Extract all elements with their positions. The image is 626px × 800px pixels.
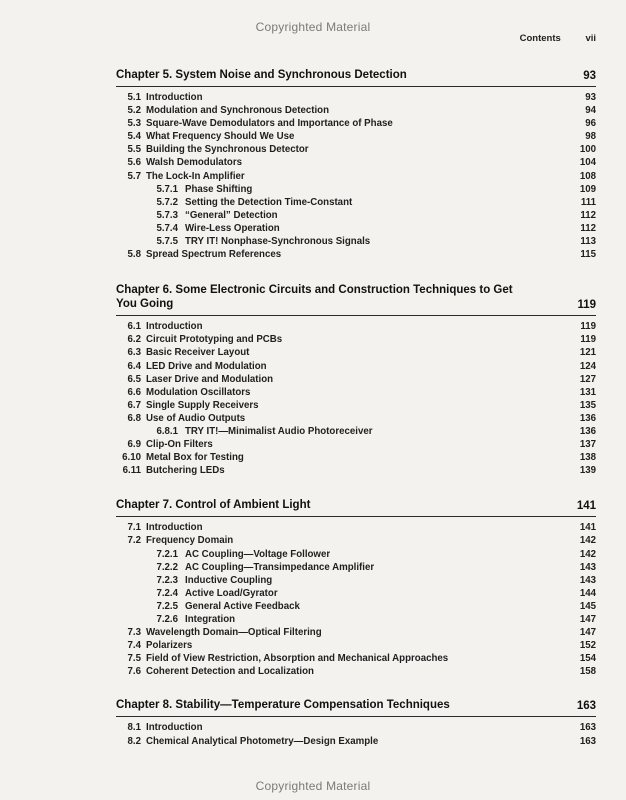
running-head-page-number: vii bbox=[585, 33, 596, 44]
toc-entry-label bbox=[116, 91, 203, 104]
section-number: 5.6 bbox=[127, 157, 141, 169]
section-page-number: 141 bbox=[579, 522, 596, 534]
toc-entry-label bbox=[116, 548, 330, 561]
section-title: AC Coupling—Transimpedance Amplifier bbox=[185, 561, 375, 573]
toc-entry-label bbox=[116, 425, 373, 438]
section-title: LED Drive and Modulation bbox=[146, 360, 267, 372]
section-page-number: 93 bbox=[585, 92, 596, 103]
toc-section-entry[interactable] bbox=[116, 333, 596, 346]
toc-entry-label bbox=[116, 104, 329, 117]
section-page-number: 112 bbox=[580, 209, 596, 221]
chapter-heading[interactable] bbox=[116, 498, 596, 516]
toc-entry-label bbox=[116, 386, 250, 399]
section-page-number: 121 bbox=[579, 347, 596, 359]
toc-entry-label bbox=[116, 613, 235, 626]
section-title: Single Supply Receivers bbox=[146, 399, 259, 411]
chapter-title: Chapter 6. Some Electronic Circuits and Construction Techniques to Get You Going bbox=[116, 284, 513, 311]
section-page-number: 131 bbox=[579, 386, 596, 398]
toc-entry-label bbox=[116, 412, 245, 425]
section-page-number: 127 bbox=[579, 373, 596, 385]
section-number: 5.7.3 bbox=[156, 209, 178, 221]
section-page-number: 100 bbox=[579, 144, 596, 156]
toc-section-entry[interactable] bbox=[116, 464, 596, 477]
section-number: 7.2.2 bbox=[156, 561, 178, 573]
section-page-number: 111 bbox=[580, 196, 596, 208]
section-page-number: 158 bbox=[579, 666, 596, 678]
section-number: 5.7.5 bbox=[156, 236, 178, 248]
chapter-block bbox=[116, 68, 596, 261]
toc-entry-label bbox=[116, 360, 267, 373]
toc-section-entry[interactable] bbox=[116, 143, 596, 156]
section-title: Laser Drive and Modulation bbox=[146, 373, 274, 385]
toc-entry-label bbox=[116, 143, 309, 156]
toc-subsection-entry[interactable] bbox=[116, 561, 596, 574]
section-page-number: 142 bbox=[579, 548, 596, 560]
running-head-title: Contents bbox=[519, 33, 561, 44]
chapter-rule-divider bbox=[116, 86, 596, 87]
toc-entry-label bbox=[116, 574, 272, 587]
section-title: Wire-Less Operation bbox=[185, 222, 280, 234]
toc-entry-label bbox=[116, 721, 203, 734]
section-title: Wavelength Domain—Optical Filtering bbox=[146, 627, 322, 639]
section-title: Frequency Domain bbox=[146, 535, 234, 547]
toc-entry-label bbox=[116, 333, 282, 346]
section-number: 5.7.2 bbox=[156, 196, 178, 208]
section-number: 5.8 bbox=[127, 249, 141, 261]
toc-entry-label bbox=[116, 235, 370, 248]
section-title: Basic Receiver Layout bbox=[146, 347, 250, 359]
toc-subsection-entry[interactable] bbox=[116, 587, 596, 600]
toc-section-entry[interactable] bbox=[116, 665, 596, 678]
chapter-title: Chapter 5. System Noise and Synchronous Detection bbox=[116, 69, 407, 81]
section-number: 7.2 bbox=[127, 535, 141, 547]
toc-entry-label bbox=[116, 521, 203, 534]
section-title: Field of View Restriction, Absorption and Mechanical Approaches bbox=[146, 653, 449, 665]
chapter-title: Chapter 8. Stability—Temperature Compensation Techniques bbox=[116, 699, 450, 712]
section-title: Introduction bbox=[146, 321, 203, 333]
toc-entry-label bbox=[116, 156, 242, 169]
toc-entry-label bbox=[116, 587, 278, 600]
section-page-number: 143 bbox=[579, 561, 596, 573]
toc-entry-label bbox=[116, 248, 281, 261]
toc-subsection-entry[interactable] bbox=[116, 600, 596, 613]
toc-section-entry[interactable] bbox=[116, 117, 596, 130]
section-title: Active Load/Gyrator bbox=[185, 587, 278, 599]
toc-section-entry[interactable] bbox=[116, 346, 596, 359]
toc-entry-label bbox=[116, 170, 245, 183]
section-number: 5.3 bbox=[127, 118, 141, 130]
toc-section-entry[interactable] bbox=[116, 652, 596, 665]
chapter-block bbox=[116, 498, 596, 678]
toc-section-entry[interactable] bbox=[116, 170, 596, 183]
section-number: 7.6 bbox=[127, 666, 141, 678]
chapter-page-number: 93 bbox=[583, 70, 596, 82]
toc-entry-label bbox=[116, 346, 249, 359]
section-title: Square-Wave Demodulators and Importance of Phase bbox=[146, 118, 393, 130]
section-number: 5.5 bbox=[127, 144, 141, 156]
section-page-number: 98 bbox=[585, 131, 596, 143]
toc-section-entry[interactable] bbox=[116, 451, 596, 464]
toc-section-entry[interactable] bbox=[116, 320, 596, 333]
section-page-number: 104 bbox=[579, 157, 596, 169]
chapter-rule-divider bbox=[116, 315, 596, 316]
toc-entry-label bbox=[116, 130, 294, 143]
section-page-number: 135 bbox=[579, 399, 596, 411]
section-title: Introduction bbox=[146, 722, 203, 734]
section-number: 5.1 bbox=[127, 92, 141, 103]
toc-entry-label bbox=[116, 451, 244, 464]
running-head bbox=[520, 33, 596, 44]
section-number: 8.2 bbox=[127, 735, 141, 747]
chapter-block bbox=[116, 698, 596, 747]
toc-section-entry[interactable] bbox=[116, 248, 596, 261]
toc-entry-label bbox=[116, 222, 280, 235]
section-page-number: 113 bbox=[580, 236, 596, 248]
toc-section-entry[interactable] bbox=[116, 156, 596, 169]
toc-subsection-entry[interactable] bbox=[116, 209, 596, 222]
table-of-contents bbox=[116, 68, 596, 748]
section-number: 7.3 bbox=[127, 627, 141, 639]
section-number: 5.7.4 bbox=[156, 222, 178, 234]
toc-entry-label bbox=[116, 117, 393, 130]
section-page-number: 124 bbox=[579, 360, 596, 372]
chapter-rule-divider bbox=[116, 516, 596, 517]
section-number: 7.2.5 bbox=[156, 600, 178, 612]
section-title: Inductive Coupling bbox=[185, 574, 273, 586]
toc-entry-label bbox=[116, 639, 192, 652]
chapter-block bbox=[116, 283, 596, 477]
toc-section-entry[interactable] bbox=[116, 626, 596, 639]
toc-section-entry[interactable] bbox=[116, 438, 596, 451]
section-title: Coherent Detection and Localization bbox=[146, 666, 314, 678]
toc-subsection-entry[interactable] bbox=[116, 425, 596, 438]
section-page-number: 154 bbox=[579, 653, 596, 665]
section-number: 5.2 bbox=[127, 105, 141, 117]
section-number: 7.5 bbox=[127, 653, 141, 665]
chapter-heading[interactable] bbox=[116, 283, 596, 315]
section-number: 7.4 bbox=[127, 640, 141, 652]
section-number: 6.8.1 bbox=[156, 425, 178, 437]
toc-entry-label bbox=[116, 534, 233, 547]
toc-section-entry[interactable] bbox=[116, 399, 596, 412]
section-title: Metal Box for Testing bbox=[146, 452, 244, 464]
section-title: Chemical Analytical Photometry—Design Example bbox=[146, 735, 379, 747]
section-number: 6.8 bbox=[127, 412, 141, 424]
section-page-number: 163 bbox=[579, 735, 596, 747]
section-title: Walsh Demodulators bbox=[146, 157, 242, 169]
section-number: 6.2 bbox=[127, 334, 141, 346]
copyright-watermark-bottom: Copyrighted Material bbox=[255, 779, 371, 793]
toc-entry-label bbox=[116, 373, 273, 386]
section-title: Phase Shifting bbox=[185, 183, 253, 195]
section-page-number: 137 bbox=[579, 439, 596, 451]
section-page-number: 94 bbox=[585, 105, 596, 117]
toc-entry-label bbox=[116, 665, 314, 678]
section-title: Use of Audio Outputs bbox=[146, 412, 246, 424]
toc-entry-label bbox=[116, 464, 225, 477]
toc-section-entry[interactable] bbox=[116, 91, 596, 104]
toc-section-entry[interactable] bbox=[116, 360, 596, 373]
chapter-rule-divider bbox=[116, 716, 596, 717]
toc-section-entry[interactable] bbox=[116, 130, 596, 143]
section-number: 7.1 bbox=[127, 522, 141, 534]
toc-subsection-entry[interactable] bbox=[116, 196, 596, 209]
toc-entry-label bbox=[116, 209, 278, 222]
toc-subsection-entry[interactable] bbox=[116, 574, 596, 587]
section-number: 6.9 bbox=[127, 439, 141, 451]
toc-entry-label bbox=[116, 652, 448, 665]
section-page-number: 147 bbox=[579, 614, 596, 625]
toc-section-entry[interactable] bbox=[116, 373, 596, 386]
section-number: 5.7 bbox=[127, 170, 141, 182]
section-number: 7.2.6 bbox=[156, 614, 178, 625]
section-number: 8.1 bbox=[127, 722, 141, 734]
toc-entry-label bbox=[116, 561, 374, 574]
chapter-title: Chapter 7. Control of Ambient Light bbox=[116, 499, 311, 512]
section-number: 6.7 bbox=[127, 399, 141, 411]
toc-section-entry[interactable] bbox=[116, 735, 596, 748]
toc-section-entry[interactable] bbox=[116, 412, 596, 425]
section-page-number: 119 bbox=[580, 321, 596, 333]
toc-subsection-entry[interactable] bbox=[116, 548, 596, 561]
section-number: 6.4 bbox=[127, 360, 141, 372]
section-title: Setting the Detection Time-Constant bbox=[185, 196, 353, 208]
section-title: General Active Feedback bbox=[185, 600, 300, 612]
section-page-number: 115 bbox=[580, 249, 596, 261]
section-number: 6.1 bbox=[127, 321, 141, 333]
section-number: 6.10 bbox=[122, 452, 141, 464]
section-page-number: 112 bbox=[580, 222, 596, 234]
toc-entry-label bbox=[116, 320, 203, 333]
copyright-watermark-top: Copyrighted Material bbox=[255, 20, 371, 34]
section-title: Modulation and Synchronous Detection bbox=[146, 105, 329, 117]
section-page-number: 109 bbox=[579, 183, 596, 195]
section-title: TRY IT! Nonphase-Synchronous Signals bbox=[185, 236, 371, 248]
chapter-page-number: 119 bbox=[577, 299, 596, 312]
section-number: 6.5 bbox=[127, 373, 141, 385]
chapter-heading[interactable] bbox=[116, 698, 596, 716]
section-title: Spread Spectrum References bbox=[146, 249, 282, 261]
toc-subsection-entry[interactable] bbox=[116, 235, 596, 248]
chapter-page-number: 141 bbox=[576, 500, 596, 513]
section-page-number: 138 bbox=[579, 452, 596, 464]
section-page-number: 145 bbox=[579, 600, 596, 612]
section-number: 5.4 bbox=[127, 131, 141, 143]
toc-section-entry[interactable] bbox=[116, 386, 596, 399]
toc-subsection-entry[interactable] bbox=[116, 183, 596, 196]
section-title: Introduction bbox=[146, 92, 203, 103]
section-page-number: 108 bbox=[579, 170, 596, 182]
toc-section-entry[interactable] bbox=[116, 534, 596, 547]
toc-section-entry[interactable] bbox=[116, 521, 596, 534]
section-title: Integration bbox=[185, 614, 236, 625]
toc-section-entry[interactable] bbox=[116, 721, 596, 734]
chapter-page-number: 163 bbox=[576, 700, 596, 713]
toc-entry-label bbox=[116, 626, 322, 639]
section-page-number: 136 bbox=[579, 425, 596, 437]
section-title: What Frequency Should We Use bbox=[146, 131, 295, 143]
section-page-number: 144 bbox=[579, 587, 596, 599]
section-title: The Lock-In Amplifier bbox=[146, 170, 245, 182]
section-page-number: 139 bbox=[579, 465, 596, 477]
toc-entry-label bbox=[116, 196, 352, 209]
section-number: 6.3 bbox=[127, 347, 141, 359]
toc-section-entry[interactable] bbox=[116, 639, 596, 652]
section-page-number: 142 bbox=[579, 535, 596, 547]
section-number: 6.6 bbox=[127, 386, 141, 398]
section-title: Building the Synchronous Detector bbox=[146, 144, 309, 156]
toc-section-entry[interactable] bbox=[116, 104, 596, 117]
section-title: AC Coupling—Voltage Follower bbox=[185, 548, 331, 560]
section-number: 7.2.3 bbox=[156, 574, 178, 586]
toc-entry-label bbox=[116, 600, 300, 613]
section-number: 6.11 bbox=[122, 465, 141, 477]
section-page-number: 96 bbox=[585, 118, 596, 130]
toc-subsection-entry[interactable] bbox=[116, 222, 596, 235]
section-number: 7.2.4 bbox=[156, 587, 178, 599]
section-title: Modulation Oscillators bbox=[146, 386, 251, 398]
section-number: 7.2.1 bbox=[156, 548, 178, 560]
toc-entry-label bbox=[116, 399, 259, 412]
section-page-number: 147 bbox=[579, 627, 596, 639]
section-title: “General” Detection bbox=[185, 209, 278, 221]
section-title: TRY IT!—Minimalist Audio Photoreceiver bbox=[185, 425, 373, 437]
chapter-heading[interactable] bbox=[116, 68, 596, 86]
toc-entry-label bbox=[116, 735, 378, 748]
section-title: Butchering LEDs bbox=[146, 465, 225, 477]
section-page-number: 163 bbox=[579, 722, 596, 734]
toc-subsection-entry[interactable] bbox=[116, 613, 596, 626]
section-title: Polarizers bbox=[146, 640, 193, 652]
toc-entry-label bbox=[116, 438, 213, 451]
section-number: 5.7.1 bbox=[156, 183, 178, 195]
section-title: Circuit Prototyping and PCBs bbox=[146, 334, 283, 346]
section-title: Clip-On Filters bbox=[146, 439, 213, 451]
section-page-number: 152 bbox=[579, 640, 596, 652]
section-page-number: 136 bbox=[579, 412, 596, 424]
section-title: Introduction bbox=[146, 522, 203, 534]
section-page-number: 119 bbox=[580, 334, 596, 346]
section-page-number: 143 bbox=[579, 574, 596, 586]
toc-entry-label bbox=[116, 183, 252, 196]
